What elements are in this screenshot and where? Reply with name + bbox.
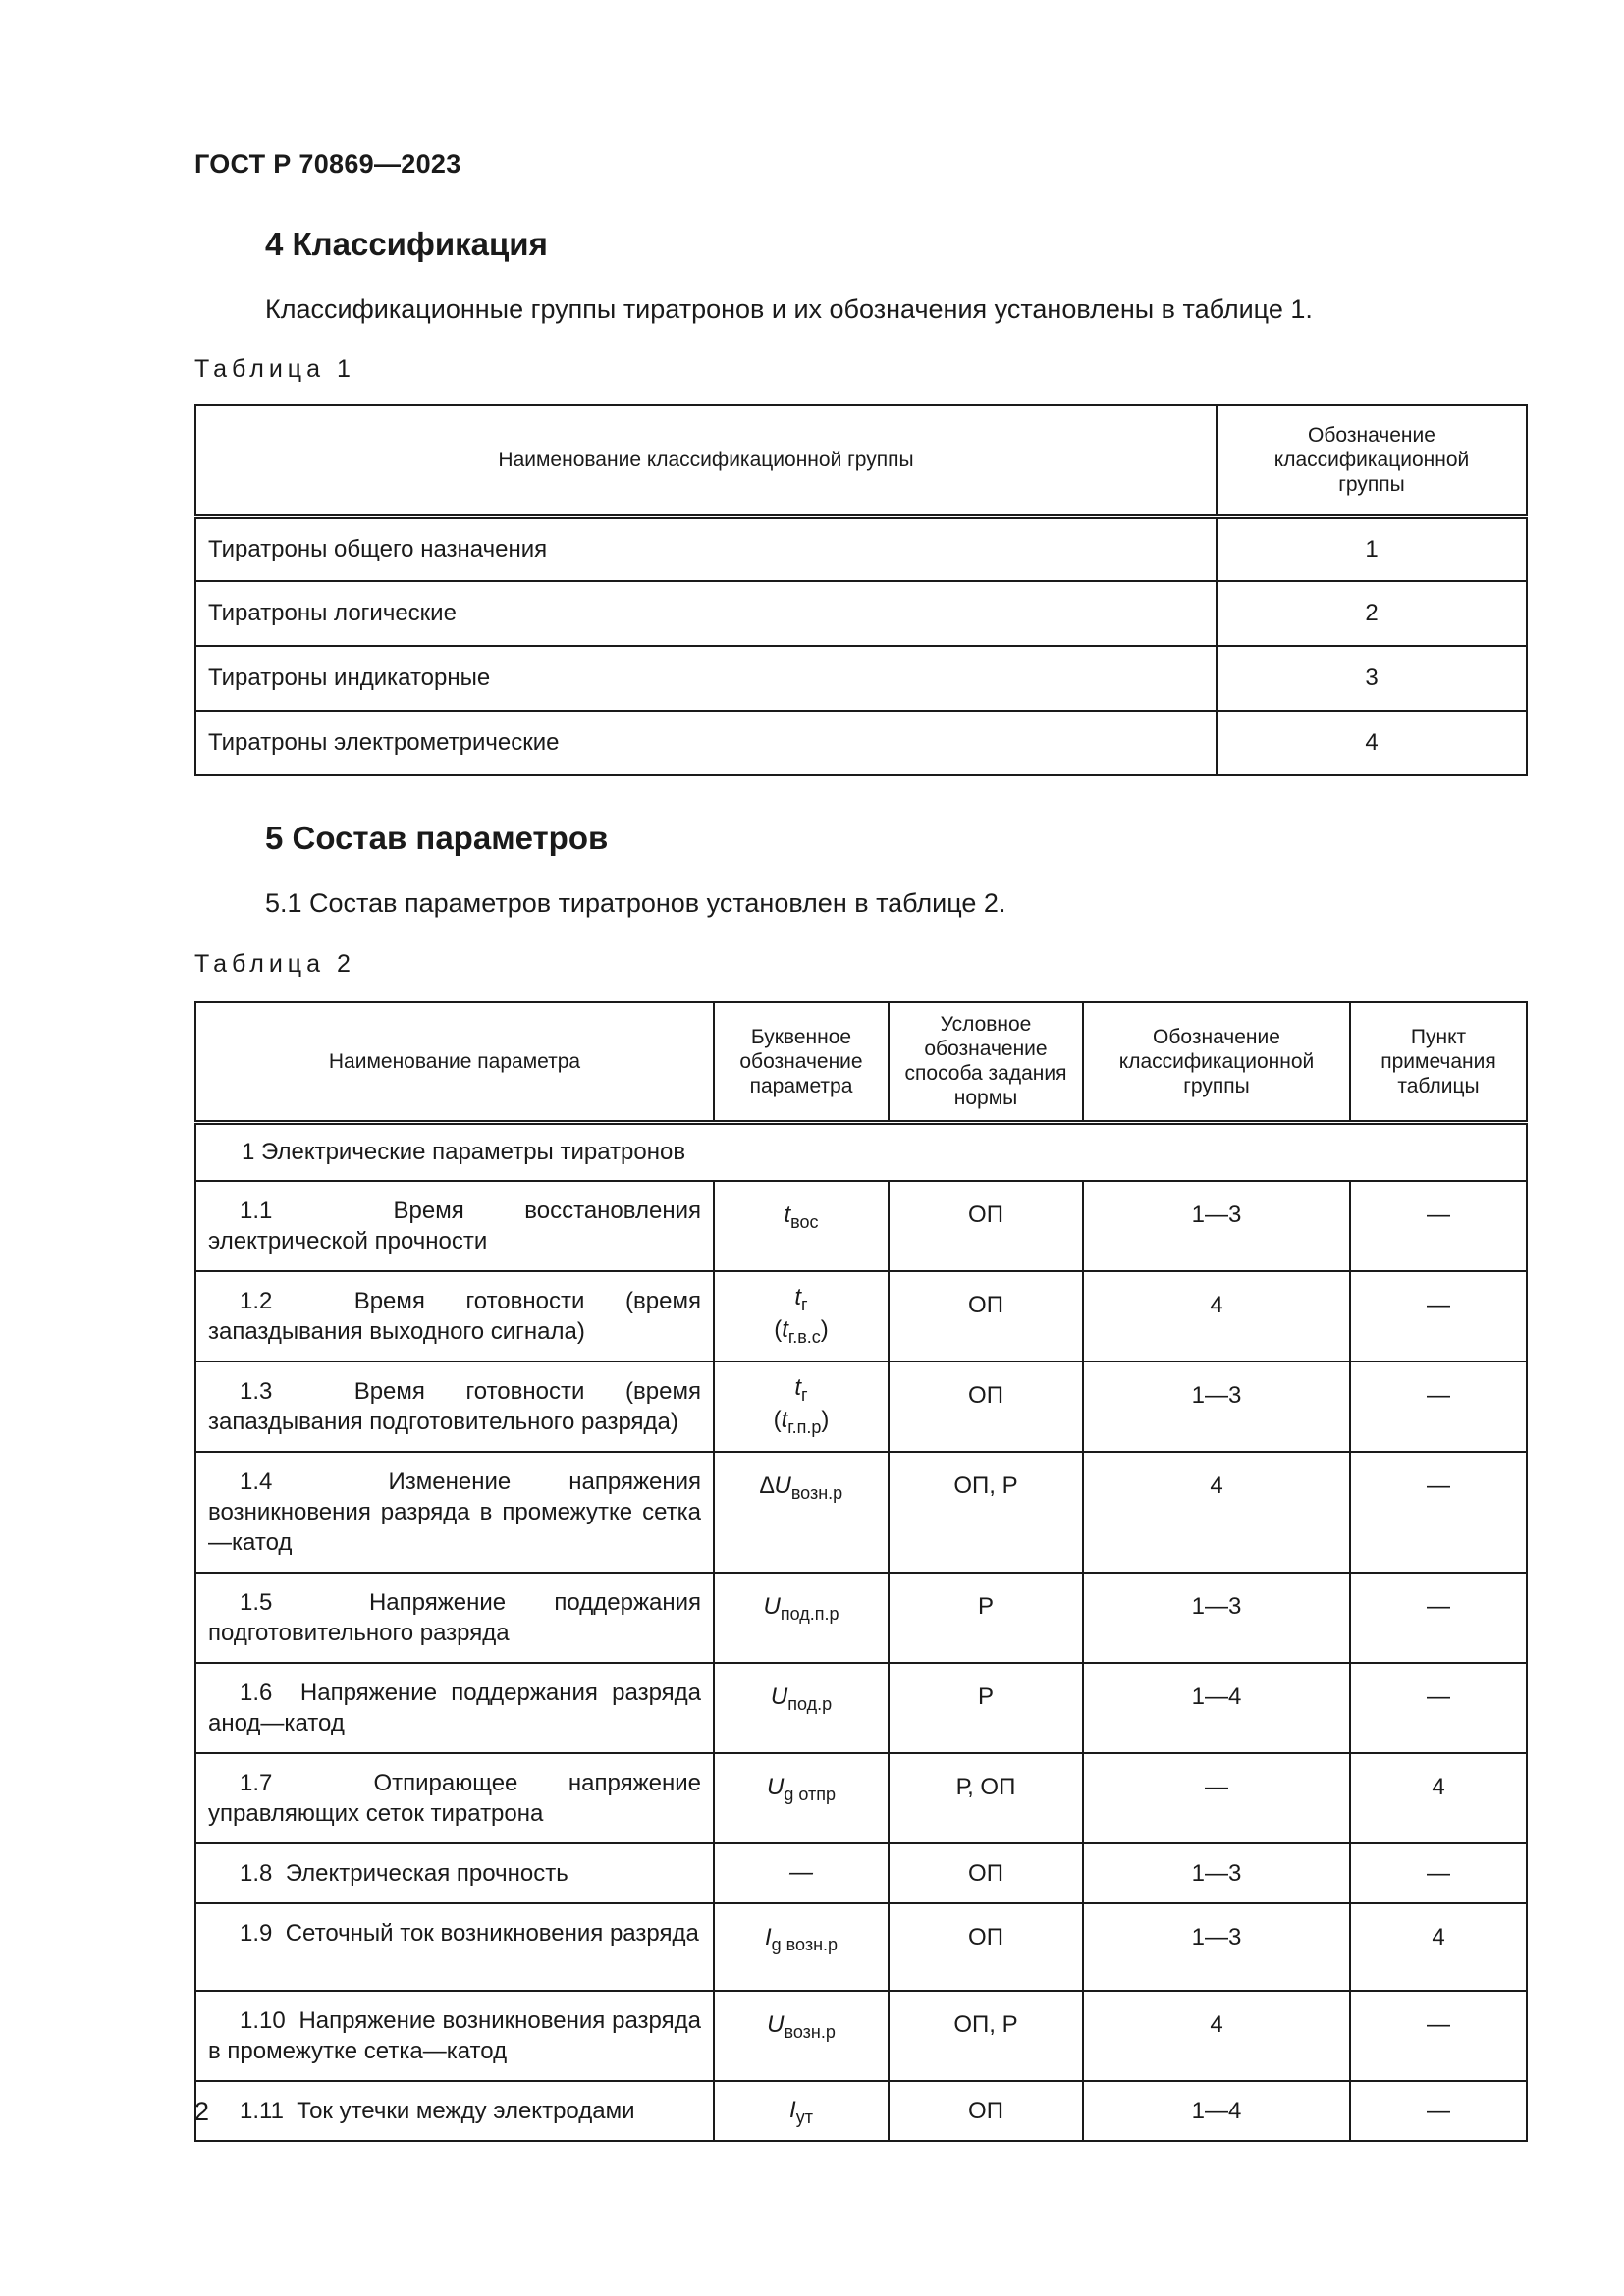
param-symbol-subscript: вос: [790, 1212, 819, 1232]
table-row-code: 2: [1217, 581, 1527, 646]
param-symbol-cell: [714, 1843, 889, 1903]
param-group: 4: [1083, 1991, 1350, 2081]
param-symbol-subscript: возн.р: [790, 1483, 843, 1503]
section-4-text: Классификационные группы тиратронов и их обозначения установлены в таблице 1.: [265, 294, 1313, 324]
table-row: [195, 2081, 1527, 2141]
section-4-title: 4 Классификация: [265, 226, 548, 262]
param-method: Р: [889, 1663, 1083, 1753]
param-name-cell: [195, 1452, 714, 1573]
param-note: —: [1350, 1362, 1527, 1452]
table-1-caption: Таблица 1: [194, 355, 355, 383]
param-symbol-cell: [714, 1991, 889, 2081]
param-name: Электрическая прочность: [285, 1860, 568, 1887]
section-5-text: 5.1 Состав параметров тиратронов установлен в таблице 2.: [265, 888, 1006, 918]
table-row: [195, 1663, 1527, 1753]
param-symbol: U: [770, 1683, 788, 1710]
param-symbol: U: [767, 1774, 785, 1800]
param-number: 1.5: [240, 1589, 273, 1616]
param-symbol-subscript: г: [801, 1295, 808, 1314]
param-number: 1.3: [240, 1378, 273, 1405]
param-symbol-subscript: г: [801, 1385, 808, 1405]
param-name: Время готовности (время запаздывания выходного сигнала): [208, 1288, 701, 1345]
param-symbol-cell: [714, 1903, 889, 1991]
param-number: 1.7: [240, 1770, 273, 1796]
param-symbol-alt-subscript: г.в.с: [787, 1327, 821, 1347]
param-group: —: [1083, 1753, 1350, 1843]
param-group: 1—3: [1083, 1362, 1350, 1452]
param-method: ОП: [889, 1362, 1083, 1452]
table-2-group-title: 1 Электрические параметры тиратронов: [195, 1122, 1527, 1181]
param-note: —: [1350, 1663, 1527, 1753]
param-method: ОП: [889, 1843, 1083, 1903]
param-symbol-alt: t: [782, 1316, 788, 1343]
table-row-code: 1: [1217, 516, 1527, 581]
param-number: 1.4: [240, 1468, 273, 1495]
param-name: Время готовности (время запаздывания подготовительного разряда): [208, 1378, 701, 1435]
param-note: —: [1350, 1181, 1527, 1271]
param-method: ОП: [889, 1181, 1083, 1271]
param-note: —: [1350, 1843, 1527, 1903]
table-2-caption: Таблица 2: [194, 950, 355, 978]
table-row: [195, 1991, 1527, 2081]
param-symbol: —: [789, 1859, 813, 1886]
param-symbol-cell: [714, 1452, 889, 1573]
param-group: 1—3: [1083, 1903, 1350, 1991]
param-group: 4: [1083, 1271, 1350, 1362]
param-name: Ток утечки между электродами: [297, 2098, 635, 2124]
param-note: —: [1350, 1573, 1527, 1663]
table-row-code: 3: [1217, 646, 1527, 711]
param-group: 1—3: [1083, 1573, 1350, 1663]
param-symbol-subscript: ут: [795, 2108, 813, 2127]
param-symbol: t: [784, 1201, 791, 1228]
param-name: Напряжение возникновения разряда в промежутке сетка—катод: [208, 2007, 701, 2064]
param-name-cell: [195, 1991, 714, 2081]
param-name: Напряжение поддержания разряда анод—катод: [208, 1680, 701, 1736]
table-2-header-method: Условное обозначение способа задания нормы: [889, 1002, 1083, 1122]
param-symbol-alt-subscript: г.п.р: [787, 1417, 822, 1437]
param-symbol-cell: $t_г$ $(t_{г.в.с})$: [714, 1271, 889, 1362]
param-note: —: [1350, 1271, 1527, 1362]
param-name-cell: [195, 1271, 714, 1362]
param-method: ОП, Р: [889, 1991, 1083, 2081]
param-symbol-alt: t: [781, 1407, 788, 1433]
param-name-cell: [195, 1362, 714, 1452]
param-note: —: [1350, 2081, 1527, 2141]
param-name: Напряжение поддержания подготовительного разряда: [208, 1589, 701, 1646]
param-symbol: ∆U: [759, 1472, 791, 1499]
table-row: [195, 1573, 1527, 1663]
param-symbol: I: [764, 1924, 772, 1950]
section-5-title: 5 Состав параметров: [265, 820, 609, 856]
param-symbol: U: [767, 2011, 785, 2038]
param-number: 1.11: [240, 2098, 284, 2124]
param-name-cell: [195, 1753, 714, 1843]
param-symbol-cell: [714, 2081, 889, 2141]
param-note: 4: [1350, 1753, 1527, 1843]
parameters-table: [194, 1001, 1528, 2142]
param-number: 1.1: [240, 1198, 273, 1224]
param-symbol-cell: [714, 1663, 889, 1753]
param-symbol-cell: $t_г$ $(t_{г.п.р})$: [714, 1362, 889, 1452]
document-code: ГОСТ Р 70869—2023: [194, 149, 461, 179]
table-row: [195, 1362, 1527, 1452]
table-2-header-symbol: Буквенное обозначение параметра: [714, 1002, 889, 1122]
param-symbol-subscript: под.п.р: [780, 1604, 839, 1624]
param-symbol-cell: [714, 1181, 889, 1271]
param-method: Р: [889, 1573, 1083, 1663]
table-2-header-note: Пункт примечания таблицы: [1350, 1002, 1527, 1122]
param-note: —: [1350, 1991, 1527, 2081]
param-symbol: t: [794, 1374, 802, 1401]
param-name-cell: [195, 1843, 714, 1903]
param-number: 1.8: [240, 1860, 273, 1887]
table-row: [195, 1271, 1527, 1362]
param-number: 1.9: [240, 1920, 273, 1947]
param-number: 1.10: [240, 2007, 286, 2034]
param-name-cell: [195, 1573, 714, 1663]
page-number: 2: [194, 2097, 210, 2126]
param-name-cell: [195, 1903, 714, 1991]
param-symbol-subscript: под.р: [787, 1694, 833, 1714]
table-row-name: Тиратроны логические: [195, 581, 1217, 646]
table-2-header-name: Наименование параметра: [195, 1002, 714, 1122]
param-name: Изменение напряжения возникновения разряда в промежутке сетка—катод: [208, 1468, 701, 1556]
param-method: ОП: [889, 1271, 1083, 1362]
table-2-header-group: Обозначение классификационной группы: [1083, 1002, 1350, 1122]
table-1-header-name: Наименование классификационной группы: [195, 405, 1217, 516]
param-method: ОП, Р: [889, 1452, 1083, 1573]
param-symbol: U: [763, 1593, 781, 1620]
table-row: [195, 1903, 1527, 1991]
table-row-name: Тиратроны индикаторные: [195, 646, 1217, 711]
param-group: 4: [1083, 1452, 1350, 1573]
param-symbol-subscript: g отпр: [784, 1785, 836, 1804]
param-method: ОП: [889, 2081, 1083, 2141]
param-symbol: t: [794, 1284, 802, 1310]
param-symbol-cell: [714, 1753, 889, 1843]
param-note: —: [1350, 1452, 1527, 1573]
param-name: Отпирающее напряжение управляющих сеток тиратрона: [208, 1770, 701, 1827]
table-row: [195, 1181, 1527, 1271]
param-method: Р, ОП: [889, 1753, 1083, 1843]
param-symbol: I: [789, 2097, 796, 2123]
param-name-cell: [195, 1663, 714, 1753]
table-row-code: 4: [1217, 711, 1527, 775]
param-number: 1.2: [240, 1288, 273, 1314]
table-row-name: Тиратроны общего назначения: [195, 516, 1217, 581]
table-row: [195, 1452, 1527, 1573]
param-name: Время восстановления электрической прочности: [208, 1198, 701, 1255]
table-row: [195, 1753, 1527, 1843]
param-number: 1.6: [240, 1680, 273, 1706]
param-symbol-subscript: g возн.р: [771, 1935, 839, 1954]
param-name-cell: [195, 1181, 714, 1271]
param-symbol-cell: [714, 1573, 889, 1663]
param-group: 1—3: [1083, 1843, 1350, 1903]
table-row-name: Тиратроны электрометрические: [195, 711, 1217, 775]
table-1-header-code: Обозначение классификационной группы: [1217, 405, 1527, 516]
param-name: Сеточный ток возникновения разряда: [285, 1920, 699, 1947]
param-group: 1—4: [1083, 2081, 1350, 2141]
param-symbol-subscript: возн.р: [784, 2022, 836, 2042]
table-row: [195, 1843, 1527, 1903]
param-name-cell: [195, 2081, 714, 2141]
param-method: ОП: [889, 1903, 1083, 1991]
param-group: 1—4: [1083, 1663, 1350, 1753]
param-note: 4: [1350, 1903, 1527, 1991]
classification-table: [194, 404, 1528, 776]
param-group: 1—3: [1083, 1181, 1350, 1271]
